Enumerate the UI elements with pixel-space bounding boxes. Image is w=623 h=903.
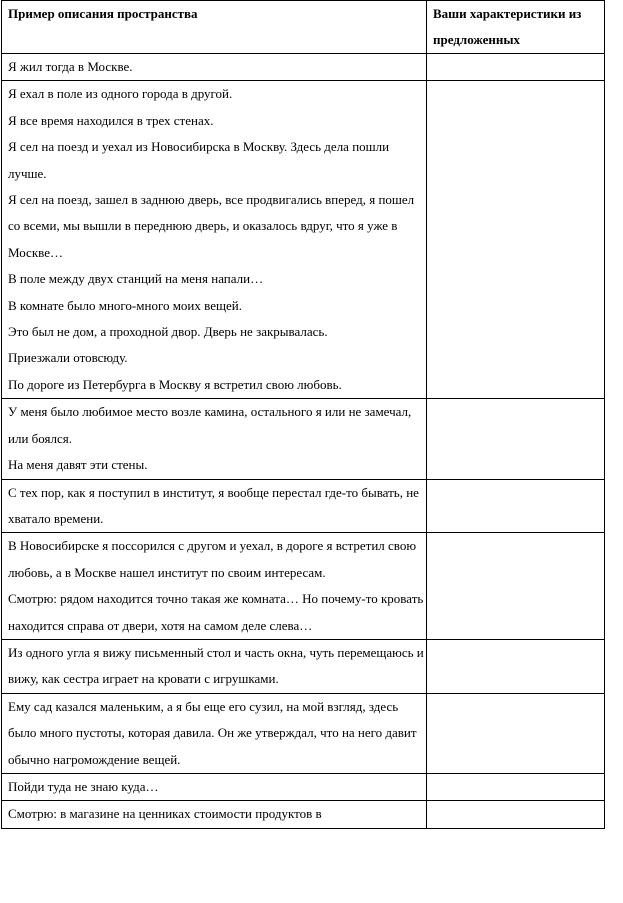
example-cell xyxy=(2,81,427,399)
answer-cell[interactable] xyxy=(427,693,605,773)
example-text: На меня давят эти стены. xyxy=(8,457,148,473)
table-row xyxy=(2,479,605,533)
example-cell xyxy=(2,533,427,640)
answer-cell[interactable] xyxy=(427,639,605,693)
spaces-table xyxy=(1,0,605,829)
example-text: В комнате было много-много моих вещей. xyxy=(8,297,242,313)
example-cell xyxy=(2,479,427,533)
example-text: В Новосибирске я поссорился с другом и уехал, в дороге я встретил свою любовь, а в Москве нашел институт по своим интересам. xyxy=(8,538,417,580)
header-example: Пример описания пространства xyxy=(2,1,427,54)
example-cell xyxy=(2,773,427,800)
example-text: По дороге из Петербурга в Москву я встретил свою любовь. xyxy=(8,376,342,392)
table-row xyxy=(2,81,605,399)
answer-cell[interactable] xyxy=(427,533,605,640)
answer-cell[interactable] xyxy=(427,479,605,533)
example-text: Я ехал в поле из одного города в другой. xyxy=(8,86,233,102)
example-text: Я сел на поезд и уехал из Новосибирска в Москву. Здесь дела пошли лучше. xyxy=(8,139,390,181)
example-text: У меня было любимое место возле камина, остального я или не замечал, или боялся. xyxy=(8,404,412,446)
example-text: Смотрю: в магазине на ценниках стоимости продуктов в xyxy=(8,806,322,822)
example-text: Приезжали отовсюду. xyxy=(8,350,128,366)
example-cell xyxy=(2,801,427,828)
example-cell xyxy=(2,639,427,693)
answer-cell[interactable] xyxy=(427,54,605,81)
table-header-row xyxy=(2,1,605,54)
example-text: Я жил тогда в Москве. xyxy=(8,59,133,74)
example-text: Я все время находился в трех стенах. xyxy=(8,112,214,128)
table-row xyxy=(2,693,605,773)
table-row xyxy=(2,54,605,81)
table-body xyxy=(2,54,605,829)
example-text: Смотрю: рядом находится точно такая же комната… Но почему-то кровать находится справа от двери, хотя на самом деле слева… xyxy=(8,591,424,633)
table-row xyxy=(2,773,605,800)
table-row xyxy=(2,801,605,828)
example-text: Ему сад казался маленьким, а я бы еще его сузил, на мой взгляд, здесь было много пустоты, которая давила. Он же утверждал, что на него давит обычно нагромождение вещей. xyxy=(8,698,417,767)
example-cell xyxy=(2,399,427,479)
header-characteristics: Ваши характеристики из предложенных xyxy=(427,1,605,54)
example-text: Из одного угла я вижу письменный стол и часть окна, чуть перемещаюсь и вижу, как сестра играет на кровати с игрушками. xyxy=(8,644,424,687)
answer-cell[interactable] xyxy=(427,773,605,800)
answer-cell[interactable] xyxy=(427,801,605,828)
table-row xyxy=(2,639,605,693)
example-text: Я сел на поезд, зашел в заднюю дверь, все продвигались вперед, я пошел со всеми, мы вышли в переднюю дверь, и оказалось вдруг, что я уже в Москве… xyxy=(8,192,415,260)
example-cell xyxy=(2,693,427,773)
table-row xyxy=(2,399,605,479)
table-row xyxy=(2,533,605,640)
example-text: С тех пор, как я поступил в институт, я вообще перестал где-то бывать, не хватало времени. xyxy=(8,484,419,526)
answer-cell[interactable] xyxy=(427,81,605,399)
example-text: В поле между двух станций на меня напали… xyxy=(8,271,264,287)
example-text: Это был не дом, а проходной двор. Дверь не закрывалась. xyxy=(8,324,328,340)
example-text: Пойди туда не знаю куда… xyxy=(8,778,159,794)
example-cell xyxy=(2,54,427,81)
answer-cell[interactable] xyxy=(427,399,605,479)
